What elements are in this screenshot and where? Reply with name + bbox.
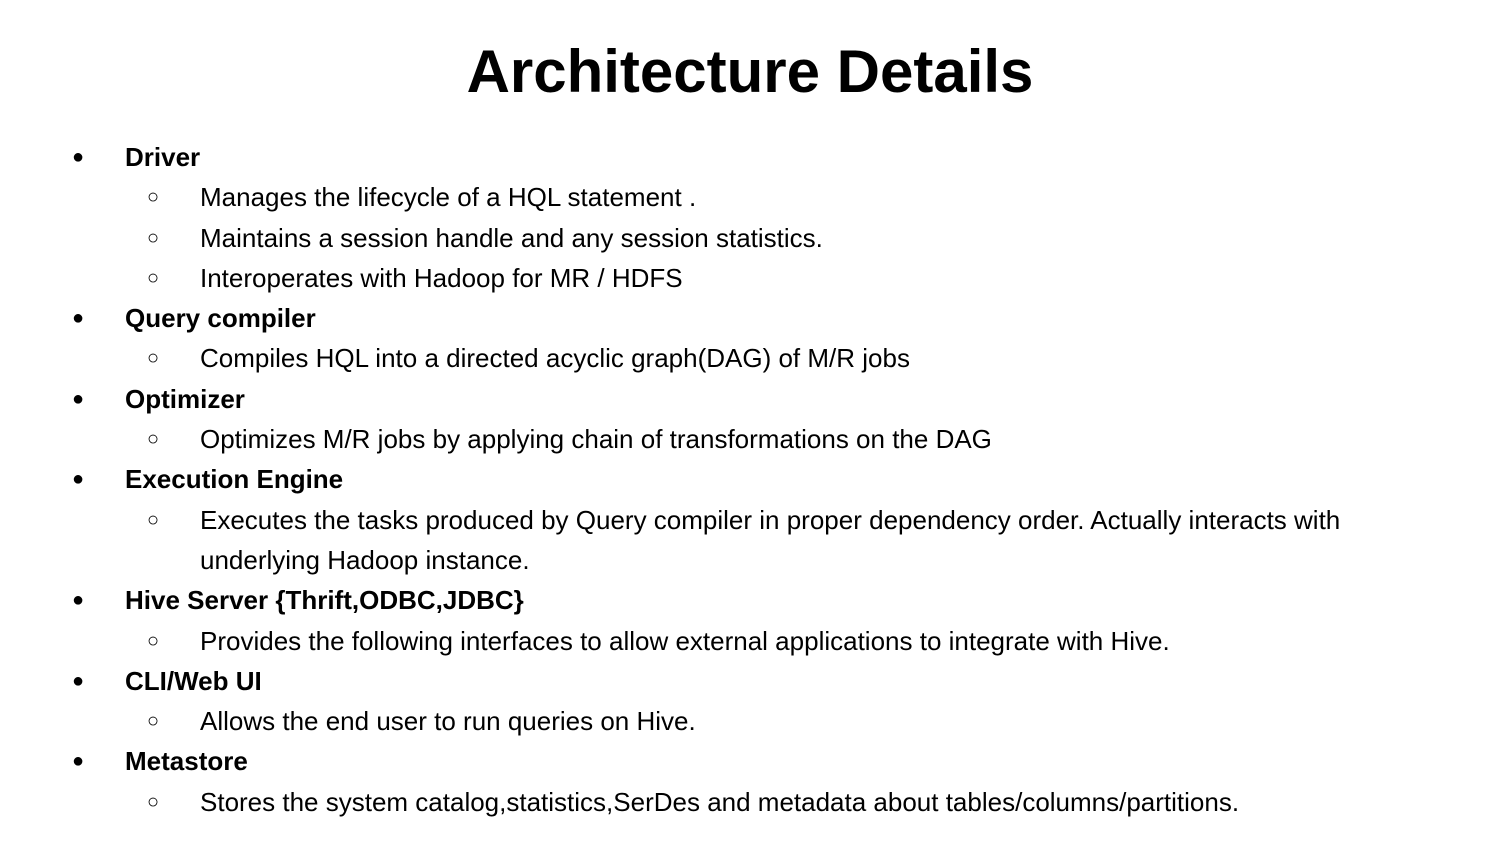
bullet-heading-row — [0, 298, 1500, 338]
sub-bullet-text: Maintains a session handle and any session statistics. — [200, 222, 823, 253]
sub-bullet-text: Manages the lifecycle of a HQL statement . — [200, 182, 697, 213]
sub-bullet-text: Provides the following interfaces to allow external applications to integrate with Hive. — [200, 625, 1170, 656]
sub-bullet — [0, 338, 1500, 378]
hollow-bullet-icon: ○ — [147, 347, 160, 370]
bullet-heading: CLI/Web UI — [125, 665, 262, 696]
bullet-heading: Hive Server {Thrift,ODBC,JDBC} — [125, 585, 524, 616]
list-item — [0, 661, 1500, 742]
bullet-heading-row — [0, 741, 1500, 781]
hollow-bullet-icon: ○ — [147, 710, 160, 733]
sub-bullet — [0, 701, 1500, 741]
bullet-heading-row — [0, 137, 1500, 177]
hollow-bullet-icon: ○ — [147, 226, 160, 249]
filled-bullet-icon: ● — [72, 387, 85, 410]
bullet-heading-row — [0, 459, 1500, 499]
sub-bullet — [0, 258, 1500, 298]
bullet-heading: Metastore — [125, 746, 248, 777]
filled-bullet-icon: ● — [72, 307, 85, 330]
sub-list — [0, 782, 1500, 822]
sub-bullet-text: Interoperates with Hadoop for MR / HDFS — [200, 262, 683, 293]
sub-bullet-text: Optimizes M/R jobs by applying chain of transformations on the DAG — [200, 424, 992, 455]
bullet-heading: Optimizer — [125, 383, 245, 414]
bullet-list — [0, 137, 1500, 822]
sub-bullet-text: Executes the tasks produced by Query compiler in proper dependency order. Actually interacts with underlying Hadoop instance. — [200, 504, 1341, 575]
list-item — [0, 741, 1500, 822]
bullet-heading: Execution Engine — [125, 464, 344, 495]
sub-list — [0, 338, 1500, 378]
hollow-bullet-icon: ○ — [147, 629, 160, 652]
sub-bullet-text: Stores the system catalog,statistics,SerDes and metadata about tables/columns/partitions. — [200, 786, 1240, 817]
bullet-heading: Driver — [125, 142, 201, 172]
sub-list — [0, 621, 1500, 661]
sub-bullet — [0, 621, 1500, 661]
hollow-bullet-icon: ○ — [147, 790, 160, 813]
bullet-heading-row — [0, 661, 1500, 701]
list-item — [0, 459, 1500, 580]
hollow-bullet-icon: ○ — [147, 428, 160, 451]
filled-bullet-icon: ● — [72, 468, 85, 491]
bullet-heading-row — [0, 580, 1500, 620]
sub-bullet — [0, 782, 1500, 822]
filled-bullet-icon: ● — [72, 750, 85, 773]
sub-list — [0, 500, 1500, 581]
sub-list — [0, 701, 1500, 741]
sub-bullet — [0, 500, 1500, 581]
list-item — [0, 580, 1500, 661]
filled-bullet-icon: ● — [72, 146, 85, 168]
sub-bullet-text: Compiles HQL into a directed acyclic graph(DAG) of M/R jobs — [200, 343, 910, 374]
sub-bullet-text: Allows the end user to run queries on Hive. — [200, 706, 696, 737]
sub-bullet — [0, 218, 1500, 258]
hollow-bullet-icon: ○ — [147, 508, 160, 531]
hollow-bullet-icon: ○ — [147, 266, 160, 289]
sub-list — [0, 419, 1500, 459]
sub-list — [0, 177, 1500, 298]
bullet-heading: Query compiler — [125, 303, 316, 334]
list-item — [0, 137, 1500, 298]
hollow-bullet-icon: ○ — [147, 186, 160, 209]
bullet-heading-row — [0, 379, 1500, 419]
list-item — [0, 298, 1500, 379]
sub-bullet — [0, 177, 1500, 217]
slide-title: Architecture Details — [466, 38, 1034, 105]
filled-bullet-icon: ● — [72, 589, 85, 612]
list-item — [0, 379, 1500, 460]
sub-bullet — [0, 419, 1500, 459]
filled-bullet-icon: ● — [72, 669, 85, 692]
